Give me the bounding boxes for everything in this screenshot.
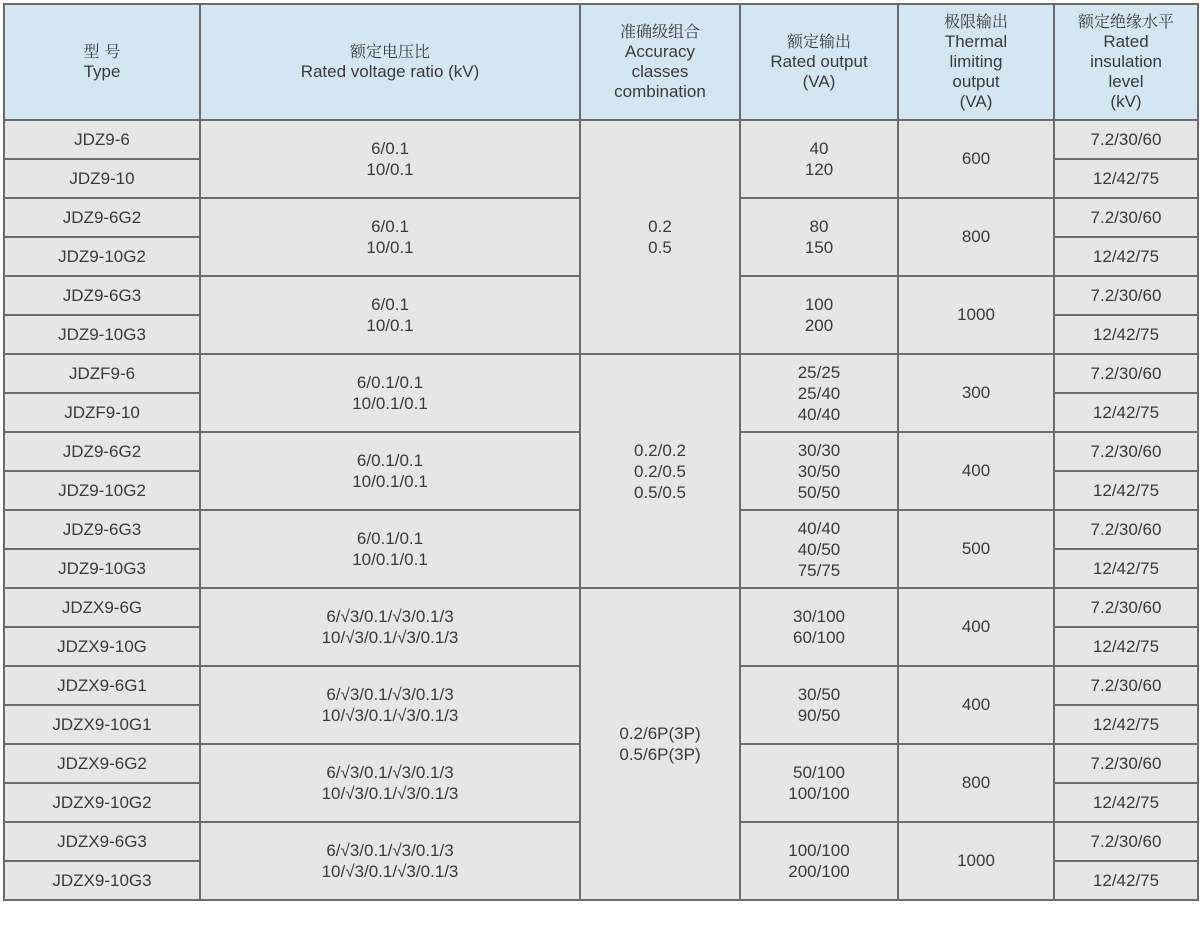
output-line: 90/50 [797, 706, 841, 725]
ratio-line: 10/0.1/0.1 [352, 394, 428, 413]
table-row [4, 354, 1198, 393]
accuracy-line: 0.5 [648, 238, 672, 257]
output-cell [740, 588, 898, 666]
type-cell: JDZ9-10 [4, 159, 200, 198]
ratio-cell [200, 354, 580, 432]
output-cell [740, 198, 898, 276]
ratio-line: 6/0.1 [371, 217, 409, 236]
output-line: 200 [804, 316, 834, 335]
output-line: 120 [804, 160, 834, 179]
thermal-cell: 800 [898, 744, 1054, 822]
header-type-cn: 型 号 [83, 42, 121, 61]
type-cell: JDZX9-10G1 [4, 705, 200, 744]
output-line: 50/100 [793, 763, 845, 782]
table-row [4, 588, 1198, 627]
accuracy-line: 0.2 [648, 217, 672, 236]
type-cell: JDZ9-6G3 [4, 276, 200, 315]
accuracy-line: 0.2/6P(3P) [619, 724, 701, 743]
header-insulation-en-2: insulation [1090, 52, 1162, 71]
header-insulation-en-3: level [1108, 72, 1144, 91]
type-cell: JDZF9-6 [4, 354, 200, 393]
header-thermal-cn: 极限输出 [943, 12, 1008, 31]
output-cell [740, 510, 898, 588]
ratio-line: 10/0.1 [366, 238, 414, 257]
insulation-cell: 12/42/75 [1054, 471, 1198, 510]
ratio-line: 6/0.1/0.1 [356, 451, 424, 470]
insulation-cell: 7.2/30/60 [1054, 666, 1198, 705]
ratio-line: 10/√3/0.1/√3/0.1/3 [321, 706, 459, 725]
thermal-cell: 400 [898, 666, 1054, 744]
ratio-line: 10/√3/0.1/√3/0.1/3 [321, 628, 459, 647]
header-insulation-unit: (kV) [1110, 92, 1142, 111]
ratio-line: 6/0.1 [371, 139, 409, 158]
accuracy-cell [580, 120, 740, 354]
thermal-cell: 800 [898, 198, 1054, 276]
output-line: 30/100 [793, 607, 845, 626]
thermal-cell: 400 [898, 432, 1054, 510]
insulation-cell: 7.2/30/60 [1054, 510, 1198, 549]
output-line: 150 [804, 238, 834, 257]
insulation-cell: 7.2/30/60 [1054, 432, 1198, 471]
header-insulation-en-1: Rated [1103, 32, 1149, 51]
ratio-line: 6/0.1 [371, 295, 409, 314]
ratio-line: 6/√3/0.1/√3/0.1/3 [326, 763, 454, 782]
ratio-line: 6/√3/0.1/√3/0.1/3 [326, 685, 454, 704]
output-line: 40/50 [797, 539, 841, 559]
ratio-line: 10/0.1/0.1 [352, 550, 428, 569]
output-cell [740, 276, 898, 354]
header-thermal-en-3: output [952, 72, 1000, 91]
output-line: 25/40 [797, 383, 841, 403]
type-cell: JDZX9-10G2 [4, 783, 200, 822]
output-cell [740, 432, 898, 510]
ratio-cell [200, 510, 580, 588]
insulation-cell: 12/42/75 [1054, 549, 1198, 588]
type-cell: JDZ9-10G3 [4, 549, 200, 588]
type-cell: JDZ9-10G2 [4, 237, 200, 276]
insulation-cell: 12/42/75 [1054, 783, 1198, 822]
header-thermal-unit: (VA) [959, 92, 993, 111]
output-cell [740, 822, 898, 900]
insulation-cell: 12/42/75 [1054, 627, 1198, 666]
thermal-cell: 1000 [898, 276, 1054, 354]
thermal-cell: 500 [898, 510, 1054, 588]
insulation-cell: 7.2/30/60 [1054, 588, 1198, 627]
ratio-line: 6/√3/0.1/√3/0.1/3 [326, 607, 454, 626]
insulation-cell: 7.2/30/60 [1054, 744, 1198, 783]
header-row [4, 4, 1198, 120]
output-cell [740, 120, 898, 198]
type-cell: JDZ9-6G2 [4, 432, 200, 471]
thermal-cell: 600 [898, 120, 1054, 198]
output-line: 80 [809, 217, 829, 236]
header-output-unit: (VA) [802, 72, 836, 91]
header-output [740, 4, 898, 120]
output-line: 30/50 [797, 461, 841, 481]
output-cell [740, 354, 898, 432]
ratio-line: 10/√3/0.1/√3/0.1/3 [321, 784, 459, 803]
insulation-cell: 12/42/75 [1054, 315, 1198, 354]
type-cell: JDZ9-10G3 [4, 315, 200, 354]
insulation-cell: 12/42/75 [1054, 705, 1198, 744]
ratio-line: 6/0.1/0.1 [356, 529, 424, 548]
output-line: 40/40 [797, 404, 841, 424]
header-ratio-cn: 额定电压比 [349, 42, 430, 61]
accuracy-line: 0.2/0.5 [634, 461, 686, 481]
accuracy-line: 0.2/0.2 [634, 440, 686, 460]
header-accuracy-en-1: Accuracy [625, 42, 695, 61]
header-accuracy [580, 4, 740, 120]
insulation-cell: 12/42/75 [1054, 861, 1198, 900]
output-line: 100/100 [788, 784, 850, 803]
output-line: 100/100 [788, 841, 850, 860]
header-accuracy-en-3: combination [614, 82, 706, 101]
insulation-cell: 7.2/30/60 [1054, 276, 1198, 315]
spec-table [3, 3, 1199, 901]
header-type-en: Type [83, 62, 121, 81]
ratio-line: 6/0.1/0.1 [356, 373, 424, 392]
accuracy-line: 0.5/0.5 [634, 482, 686, 502]
header-insulation-cn: 额定绝缘水平 [1077, 12, 1174, 31]
ratio-cell [200, 198, 580, 276]
output-line: 100 [804, 295, 834, 314]
type-cell: JDZX9-10G3 [4, 861, 200, 900]
header-ratio-en: Rated voltage ratio (kV) [300, 62, 480, 81]
header-type [4, 4, 200, 120]
header-output-cn: 额定输出 [786, 32, 851, 51]
type-cell: JDZX9-6G3 [4, 822, 200, 861]
ratio-line: 10/0.1 [366, 316, 414, 335]
header-thermal [898, 4, 1054, 120]
accuracy-cell [580, 354, 740, 588]
insulation-cell: 7.2/30/60 [1054, 822, 1198, 861]
accuracy-cell [580, 588, 740, 900]
type-cell: JDZ9-6G3 [4, 510, 200, 549]
type-cell: JDZ9-6G2 [4, 198, 200, 237]
accuracy-line: 0.5/6P(3P) [619, 745, 701, 764]
header-ratio [200, 4, 580, 120]
type-cell: JDZ9-10G2 [4, 471, 200, 510]
thermal-cell: 400 [898, 588, 1054, 666]
insulation-cell: 12/42/75 [1054, 393, 1198, 432]
header-accuracy-cn: 准确级组合 [619, 22, 700, 41]
header-insulation [1054, 4, 1198, 120]
insulation-cell: 12/42/75 [1054, 159, 1198, 198]
ratio-cell [200, 432, 580, 510]
type-cell: JDZX9-6G1 [4, 666, 200, 705]
header-thermal-en-2: limiting [949, 52, 1003, 71]
ratio-line: 10/√3/0.1/√3/0.1/3 [321, 862, 459, 881]
ratio-line: 10/0.1 [366, 160, 414, 179]
ratio-cell [200, 276, 580, 354]
output-line: 30/50 [797, 685, 841, 704]
output-line: 50/50 [797, 482, 841, 502]
ratio-cell [200, 120, 580, 198]
table-row [4, 120, 1198, 159]
ratio-line: 6/√3/0.1/√3/0.1/3 [326, 841, 454, 860]
ratio-cell [200, 822, 580, 900]
output-cell [740, 744, 898, 822]
type-cell: JDZX9-6G [4, 588, 200, 627]
output-line: 25/25 [797, 362, 841, 382]
type-cell: JDZF9-10 [4, 393, 200, 432]
output-line: 200/100 [788, 862, 850, 881]
header-output-en: Rated output [770, 52, 868, 71]
output-line: 40/40 [797, 518, 841, 538]
output-line: 60/100 [793, 628, 845, 647]
type-cell: JDZX9-10G [4, 627, 200, 666]
thermal-cell: 1000 [898, 822, 1054, 900]
type-cell: JDZ9-6 [4, 120, 200, 159]
thermal-cell: 300 [898, 354, 1054, 432]
ratio-line: 10/0.1/0.1 [352, 472, 428, 491]
insulation-cell: 7.2/30/60 [1054, 120, 1198, 159]
output-line: 40 [809, 139, 829, 158]
output-cell [740, 666, 898, 744]
ratio-cell [200, 666, 580, 744]
ratio-cell [200, 744, 580, 822]
insulation-cell: 7.2/30/60 [1054, 354, 1198, 393]
output-line: 75/75 [797, 560, 841, 580]
header-accuracy-en-2: classes [631, 62, 689, 81]
output-line: 30/30 [797, 440, 841, 460]
insulation-cell: 7.2/30/60 [1054, 198, 1198, 237]
header-thermal-en-1: Thermal [944, 32, 1008, 51]
type-cell: JDZX9-6G2 [4, 744, 200, 783]
table-body [4, 120, 1198, 900]
ratio-cell [200, 588, 580, 666]
insulation-cell: 12/42/75 [1054, 237, 1198, 276]
